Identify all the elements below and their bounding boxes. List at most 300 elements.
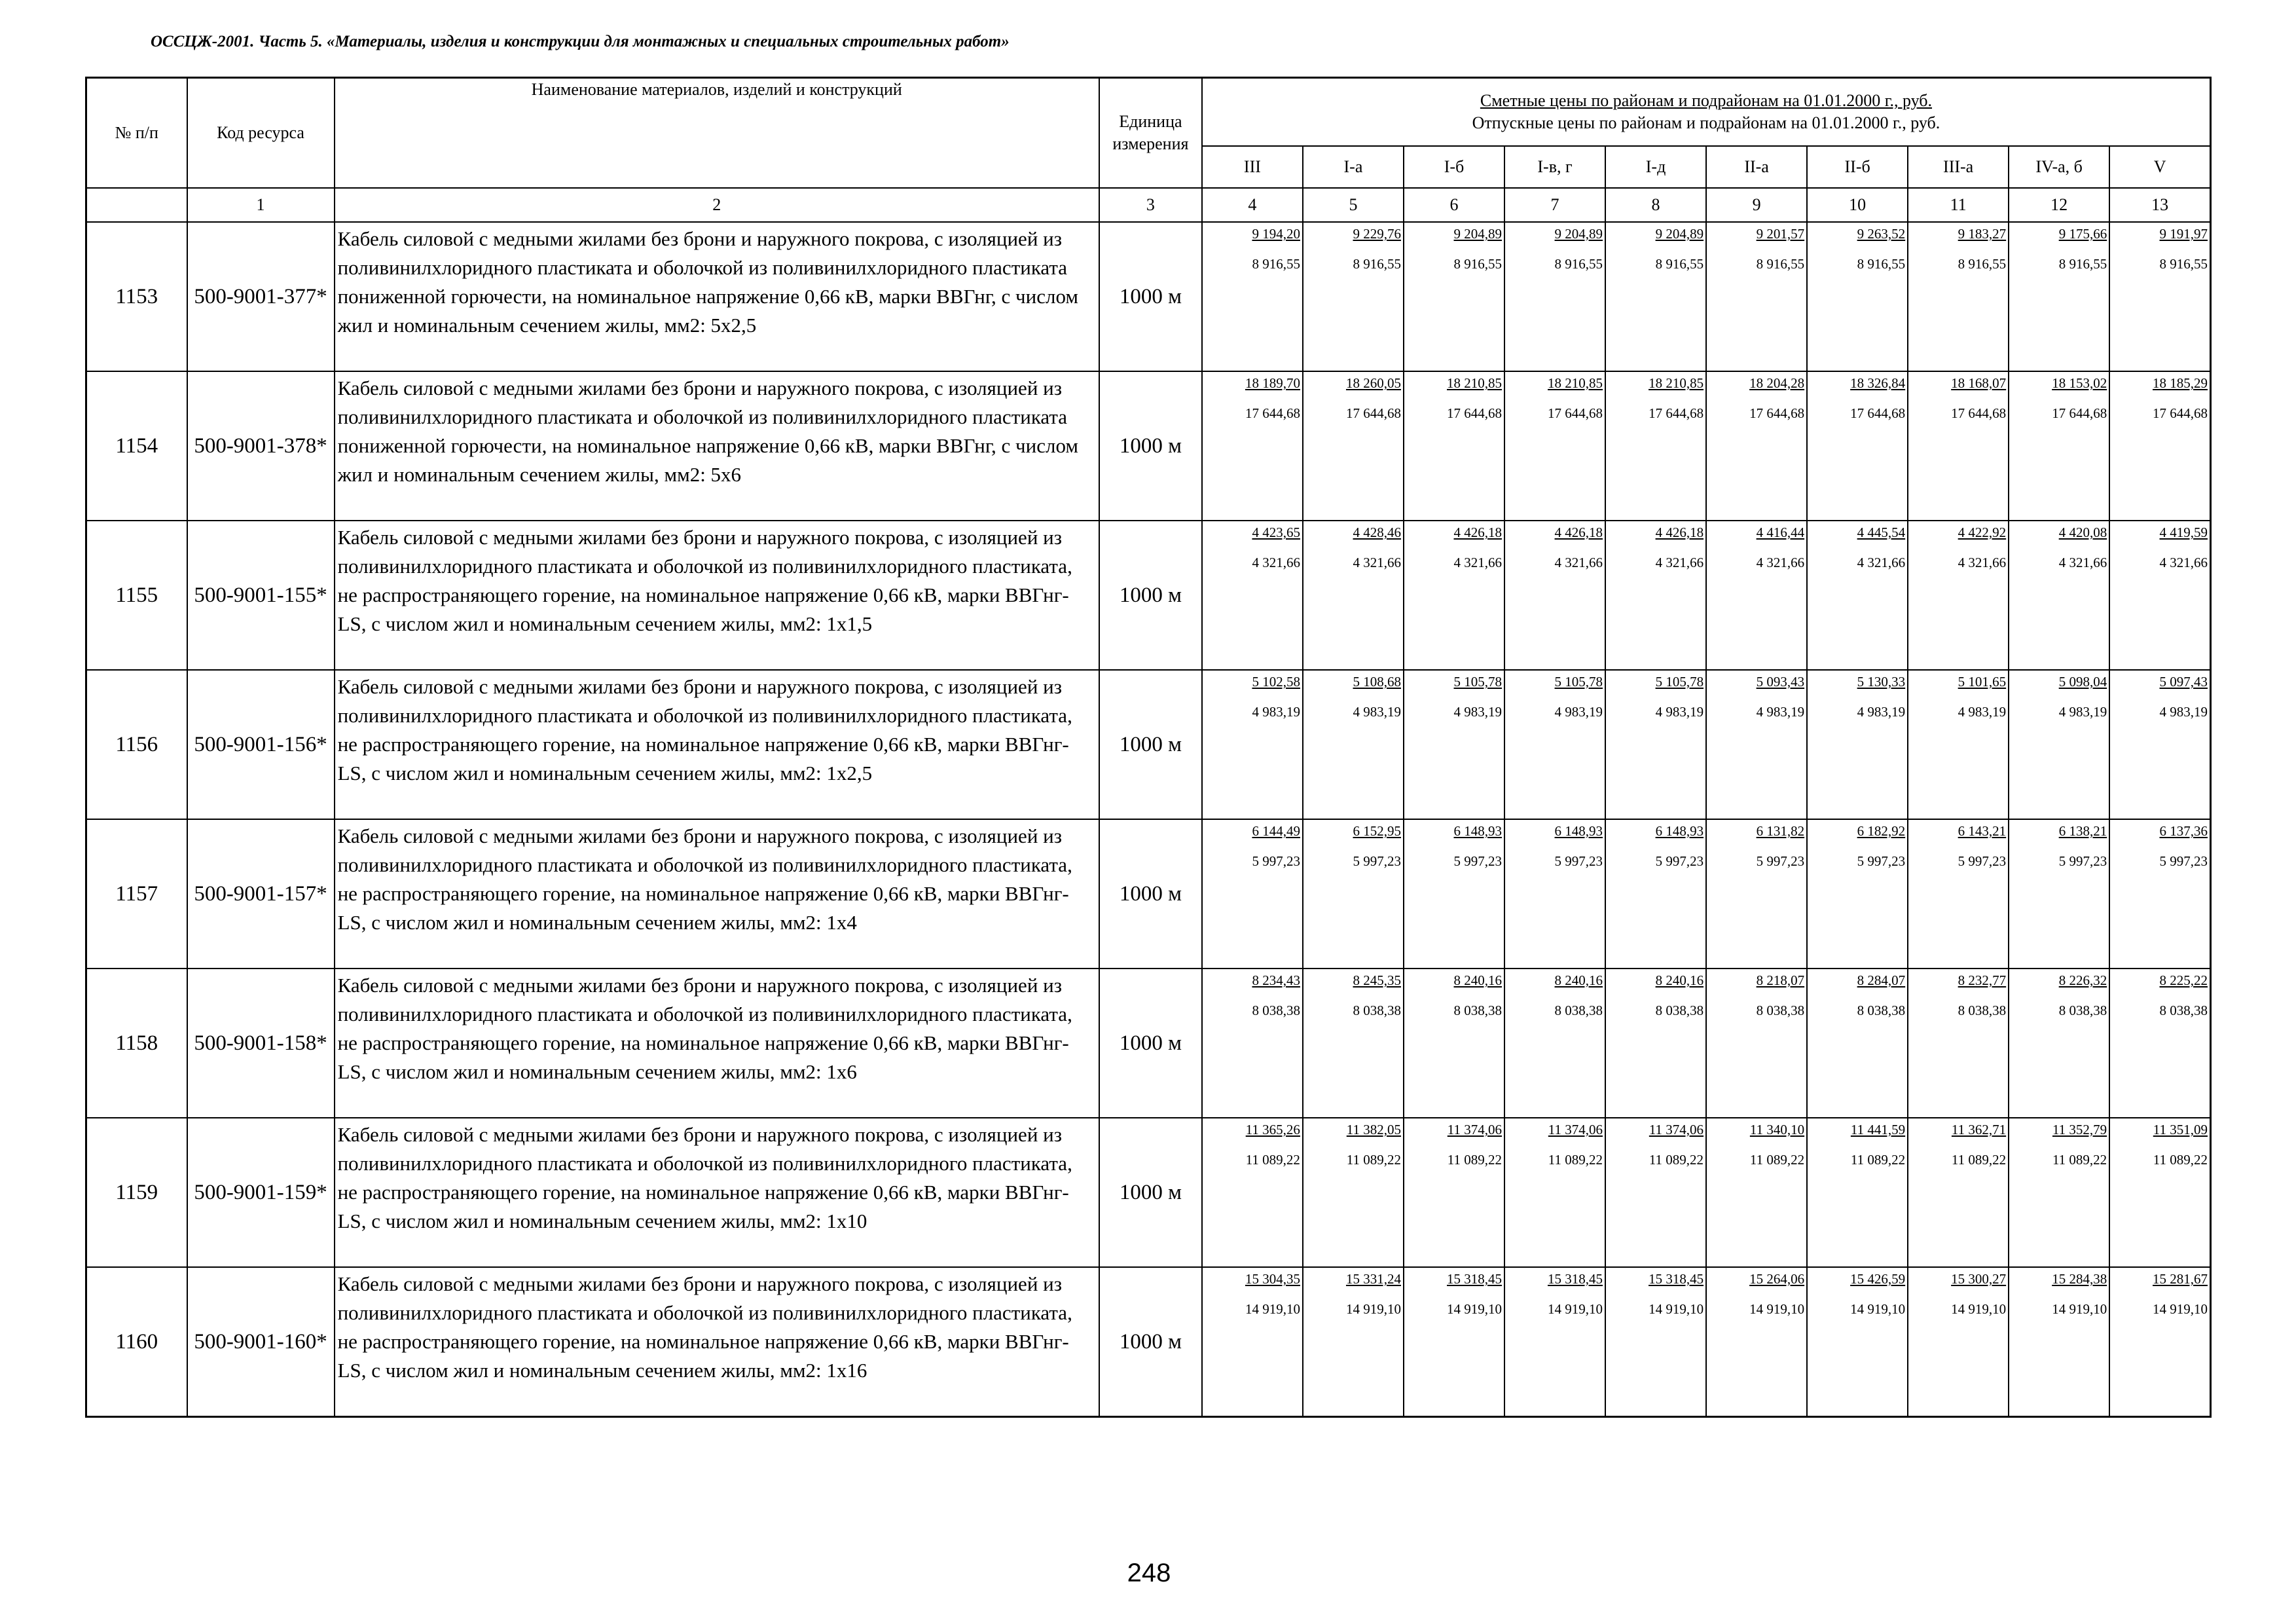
estimate-price: 4 419,59 (2159, 525, 2208, 540)
release-price: 4 321,66 (1958, 555, 2007, 570)
column-number: 11 (1908, 188, 2009, 222)
price-cell (1706, 521, 1807, 670)
price-cell (1303, 969, 1404, 1118)
estimate-price: 8 232,77 (1958, 972, 2007, 988)
price-cell (1202, 969, 1303, 1118)
release-price: 4 983,19 (1756, 704, 1805, 720)
estimate-price: 11 352,79 (2052, 1122, 2107, 1137)
region-header: III (1202, 146, 1303, 188)
estimate-price: 6 137,36 (2159, 823, 2208, 839)
unit-of-measure: 1000 м (1099, 969, 1202, 1118)
release-price: 4 321,66 (1353, 555, 1401, 570)
page-number: 248 (1127, 1559, 1171, 1587)
unit-of-measure: 1000 м (1099, 222, 1202, 371)
release-price: 17 644,68 (2153, 405, 2208, 421)
estimate-price: 4 426,18 (1655, 525, 1704, 540)
release-price: 11 089,22 (2153, 1152, 2208, 1168)
region-header: I-б (1404, 146, 1504, 188)
release-price: 5 997,23 (1958, 853, 2007, 869)
price-cell (1504, 819, 1605, 969)
price-cell (1202, 670, 1303, 819)
release-price: 5 997,23 (1756, 853, 1805, 869)
price-cell (1807, 670, 1908, 819)
release-price: 8 916,55 (2159, 256, 2208, 272)
release-price: 4 983,19 (1655, 704, 1704, 720)
price-cell (1202, 1118, 1303, 1267)
price-cell (2109, 222, 2210, 371)
release-price: 14 919,10 (1850, 1301, 1906, 1317)
release-price: 17 644,68 (1245, 405, 1300, 421)
table-row (86, 1118, 2211, 1267)
region-header: II-б (1807, 146, 1908, 188)
price-cell (1605, 819, 1706, 969)
release-price: 5 997,23 (1857, 853, 1906, 869)
estimate-price: 9 204,89 (1655, 226, 1704, 242)
price-cell (2109, 670, 2210, 819)
column-number: 5 (1303, 188, 1404, 222)
price-cell (1504, 1118, 1605, 1267)
price-cell (1807, 222, 1908, 371)
release-price: 8 916,55 (1353, 256, 1401, 272)
release-price: 8 038,38 (1353, 1003, 1401, 1018)
column-number-row (86, 188, 2211, 222)
release-price: 14 919,10 (2153, 1301, 2208, 1317)
resource-code: 500-9001-158* (187, 969, 335, 1118)
price-cell (2109, 1118, 2210, 1267)
release-price: 8 038,38 (1252, 1003, 1300, 1018)
region-header: I-в, г (1504, 146, 1605, 188)
price-cell (1202, 1267, 1303, 1417)
estimate-price: 9 204,89 (1554, 226, 1603, 242)
estimate-price: 6 138,21 (2058, 823, 2107, 839)
table-row (86, 819, 2211, 969)
release-price: 4 321,66 (1857, 555, 1906, 570)
header-prices-release: Отпускные цены по районам и подрайонам на 01.01.2000 г., руб. (1472, 113, 1941, 132)
estimate-price: 11 362,71 (1951, 1122, 2007, 1137)
release-price: 4 983,19 (2058, 704, 2107, 720)
column-number: 3 (1099, 188, 1202, 222)
header-num: № п/п (86, 78, 187, 189)
release-price: 8 038,38 (2159, 1003, 2208, 1018)
release-price: 14 919,10 (2052, 1301, 2107, 1317)
price-cell (1202, 222, 1303, 371)
column-number: 12 (2009, 188, 2109, 222)
price-cell (1908, 1118, 2009, 1267)
release-price: 11 089,22 (2052, 1152, 2107, 1168)
material-name: Кабель силовой с медными жилами без брони и наружного покрова, с изоляцией из поливинилхлоридного пластиката и оболочкой из поливинилхлоридного пластиката пониженной горючести, на номинальное напряжение 0,66 кВ, марки ВВГнг, с числом жил и номинальным сечением жилы, мм2: 5х6 (335, 371, 1099, 521)
release-price: 11 089,22 (1649, 1152, 1704, 1168)
estimate-price: 11 374,06 (1548, 1122, 1603, 1137)
release-price: 4 983,19 (1958, 704, 2007, 720)
price-cell (1605, 1267, 1706, 1417)
price-cell (1706, 371, 1807, 521)
price-cell (1807, 1267, 1908, 1417)
release-price: 8 038,38 (1655, 1003, 1704, 1018)
price-cell (1303, 521, 1404, 670)
unit-of-measure: 1000 м (1099, 521, 1202, 670)
price-cell (1303, 371, 1404, 521)
table-row (86, 371, 2211, 521)
estimate-price: 18 210,85 (1548, 375, 1603, 391)
estimate-price: 18 260,05 (1345, 375, 1401, 391)
price-cell (1908, 371, 2009, 521)
estimate-price: 18 210,85 (1447, 375, 1502, 391)
resource-code: 500-9001-155* (187, 521, 335, 670)
header-prices (1202, 78, 2211, 147)
table-row (86, 1267, 2211, 1417)
estimate-price: 15 264,06 (1749, 1271, 1805, 1287)
column-number: 4 (1202, 188, 1303, 222)
release-price: 4 321,66 (2159, 555, 2208, 570)
estimate-price: 11 365,26 (1245, 1122, 1300, 1137)
estimate-price: 5 105,78 (1453, 674, 1502, 690)
row-number: 1153 (86, 222, 187, 371)
release-price: 8 916,55 (1857, 256, 1906, 272)
estimate-price: 6 148,93 (1453, 823, 1502, 839)
release-price: 14 919,10 (1548, 1301, 1603, 1317)
unit-of-measure: 1000 м (1099, 819, 1202, 969)
release-price: 5 997,23 (1453, 853, 1502, 869)
price-cell (1706, 222, 1807, 371)
release-price: 17 644,68 (1649, 405, 1704, 421)
price-cell (2109, 819, 2210, 969)
price-cell (2009, 1267, 2109, 1417)
release-price: 4 983,19 (1252, 704, 1300, 720)
price-cell (1706, 819, 1807, 969)
resource-code: 500-9001-156* (187, 670, 335, 819)
estimate-price: 9 204,89 (1453, 226, 1502, 242)
row-number: 1154 (86, 371, 187, 521)
estimate-price: 6 152,95 (1353, 823, 1401, 839)
price-cell (1404, 819, 1504, 969)
release-price: 4 983,19 (1353, 704, 1401, 720)
price-cell (1303, 819, 1404, 969)
release-price: 4 983,19 (1857, 704, 1906, 720)
table-body (86, 222, 2211, 1417)
price-cell (1908, 819, 2009, 969)
row-number: 1159 (86, 1118, 187, 1267)
column-number: 9 (1706, 188, 1807, 222)
estimate-price: 5 101,65 (1958, 674, 2007, 690)
price-cell (1706, 1267, 1807, 1417)
estimate-price: 4 426,18 (1453, 525, 1502, 540)
release-price: 8 038,38 (1857, 1003, 1906, 1018)
estimate-price: 15 304,35 (1245, 1271, 1300, 1287)
price-cell (2109, 969, 2210, 1118)
column-number: 13 (2109, 188, 2210, 222)
price-cell (1504, 670, 1605, 819)
release-price: 5 997,23 (1655, 853, 1704, 869)
price-cell (1504, 521, 1605, 670)
release-price: 8 916,55 (1958, 256, 2007, 272)
estimate-price: 9 201,57 (1756, 226, 1805, 242)
price-cell (1202, 521, 1303, 670)
price-cell (1908, 1267, 2009, 1417)
price-cell (1404, 1267, 1504, 1417)
release-price: 4 321,66 (1554, 555, 1603, 570)
estimate-price: 18 326,84 (1850, 375, 1906, 391)
estimate-price: 8 225,22 (2159, 972, 2208, 988)
row-number: 1160 (86, 1267, 187, 1417)
resource-code: 500-9001-159* (187, 1118, 335, 1267)
estimate-price: 9 194,20 (1252, 226, 1300, 242)
resource-code: 500-9001-157* (187, 819, 335, 969)
estimate-price: 4 426,18 (1554, 525, 1603, 540)
estimate-price: 4 423,65 (1252, 525, 1300, 540)
material-name: Кабель силовой с медными жилами без брони и наружного покрова, с изоляцией из поливинилхлоридного пластиката и оболочкой из поливинилхлоридного пластиката, не распространяющего горение, на номинальное напряжение 0,66 кВ, марки ВВГнг-LS, с числом жил и номинальным сечением жилы, мм2: 1х16 (335, 1267, 1099, 1417)
estimate-price: 6 144,49 (1252, 823, 1300, 839)
release-price: 14 919,10 (1245, 1301, 1300, 1317)
price-cell (1404, 371, 1504, 521)
release-price: 11 089,22 (1346, 1152, 1401, 1168)
price-cell (1404, 670, 1504, 819)
material-name: Кабель силовой с медными жилами без брони и наружного покрова, с изоляцией из поливинилхлоридного пластиката и оболочкой из поливинилхлоридного пластиката, не распространяющего горение, на номинальное напряжение 0,66 кВ, марки ВВГнг-LS, с числом жил и номинальным сечением жилы, мм2: 1х4 (335, 819, 1099, 969)
estimate-price: 4 428,46 (1353, 525, 1401, 540)
price-cell (1605, 969, 1706, 1118)
price-cell (1404, 1118, 1504, 1267)
estimate-price: 15 284,38 (2052, 1271, 2107, 1287)
column-number: 8 (1605, 188, 1706, 222)
release-price: 11 089,22 (1447, 1152, 1502, 1168)
price-cell (1706, 1118, 1807, 1267)
release-price: 17 644,68 (1749, 405, 1805, 421)
region-header: V (2109, 146, 2210, 188)
unit-of-measure: 1000 м (1099, 371, 1202, 521)
release-price: 8 916,55 (1756, 256, 1805, 272)
estimate-price: 9 175,66 (2058, 226, 2107, 242)
release-price: 11 089,22 (1951, 1152, 2007, 1168)
price-cell (1202, 819, 1303, 969)
resource-code: 500-9001-377* (187, 222, 335, 371)
price-cell (1303, 1267, 1404, 1417)
region-header: II-а (1706, 146, 1807, 188)
price-cell (1504, 1267, 1605, 1417)
release-price: 4 983,19 (2159, 704, 2208, 720)
estimate-price: 6 143,21 (1958, 823, 2007, 839)
release-price: 4 983,19 (1554, 704, 1603, 720)
header-name: Наименование материалов, изделий и конструкций (335, 78, 1099, 189)
price-cell (1605, 1118, 1706, 1267)
header-prices-estimate: Сметные цены по районам и подрайонам на 01.01.2000 г., руб. (1480, 91, 1933, 110)
release-price: 17 644,68 (1850, 405, 1906, 421)
region-header: IV-а, б (2009, 146, 2109, 188)
price-cell (1504, 222, 1605, 371)
resource-code: 500-9001-160* (187, 1267, 335, 1417)
table-row (86, 222, 2211, 371)
unit-of-measure: 1000 м (1099, 1267, 1202, 1417)
estimate-price: 15 318,45 (1649, 1271, 1704, 1287)
column-number: 6 (1404, 188, 1504, 222)
material-name: Кабель силовой с медными жилами без брони и наружного покрова, с изоляцией из поливинилхлоридного пластиката и оболочкой из поливинилхлоридного пластиката, не распространяющего горение, на номинальное напряжение 0,66 кВ, марки ВВГнг-LS, с числом жил и номинальным сечением жилы, мм2: 1х6 (335, 969, 1099, 1118)
unit-of-measure: 1000 м (1099, 1118, 1202, 1267)
price-cell (2109, 521, 2210, 670)
price-cell (1706, 670, 1807, 819)
release-price: 17 644,68 (2052, 405, 2107, 421)
estimate-price: 9 183,27 (1958, 226, 2007, 242)
price-cell (2009, 1118, 2109, 1267)
estimate-price: 18 204,28 (1749, 375, 1805, 391)
release-price: 8 038,38 (1453, 1003, 1502, 1018)
release-price: 4 321,66 (2058, 555, 2107, 570)
price-cell (1807, 819, 1908, 969)
material-name: Кабель силовой с медными жилами без брони и наружного покрова, с изоляцией из поливинилхлоридного пластиката и оболочкой из поливинилхлоридного пластиката, не распространяющего горение, на номинальное напряжение 0,66 кВ, марки ВВГнг-LS, с числом жил и номинальным сечением жилы, мм2: 1х10 (335, 1118, 1099, 1267)
price-cell (2009, 819, 2109, 969)
release-price: 5 997,23 (1554, 853, 1603, 869)
release-price: 5 997,23 (2159, 853, 2208, 869)
estimate-price: 5 130,33 (1857, 674, 1906, 690)
estimate-price: 18 153,02 (2052, 375, 2107, 391)
estimate-price: 8 284,07 (1857, 972, 1906, 988)
price-cell (1605, 670, 1706, 819)
release-price: 8 038,38 (1554, 1003, 1603, 1018)
price-cell (2109, 371, 2210, 521)
estimate-price: 6 182,92 (1857, 823, 1906, 839)
price-cell (1504, 371, 1605, 521)
material-name: Кабель силовой с медными жилами без брони и наружного покрова, с изоляцией из поливинилхлоридного пластиката и оболочкой из поливинилхлоридного пластиката пониженной горючести, на номинальное напряжение 0,66 кВ, марки ВВГнг, с числом жил и номинальным сечением жилы, мм2: 5х2,5 (335, 222, 1099, 371)
estimate-price: 15 318,45 (1548, 1271, 1603, 1287)
release-price: 14 919,10 (1951, 1301, 2007, 1317)
region-header: I-а (1303, 146, 1404, 188)
price-cell (1202, 371, 1303, 521)
release-price: 14 919,10 (1749, 1301, 1805, 1317)
estimate-price: 11 374,06 (1649, 1122, 1704, 1137)
row-number: 1155 (86, 521, 187, 670)
release-price: 8 916,55 (1453, 256, 1502, 272)
estimate-price: 18 168,07 (1951, 375, 2007, 391)
price-cell (2009, 670, 2109, 819)
release-price: 5 997,23 (1252, 853, 1300, 869)
estimate-price: 11 351,09 (2153, 1122, 2208, 1137)
price-cell (1404, 969, 1504, 1118)
price-cell (2009, 222, 2109, 371)
column-number: 1 (187, 188, 335, 222)
release-price: 5 997,23 (2058, 853, 2107, 869)
region-header: III-а (1908, 146, 2009, 188)
price-cell (1908, 222, 2009, 371)
estimate-price: 8 240,16 (1655, 972, 1704, 988)
release-price: 4 321,66 (1655, 555, 1704, 570)
document-header: ОССЦЖ-2001. Часть 5. «Материалы, изделия и конструкции для монтажных и специальных строительных работ» (151, 33, 1010, 50)
estimate-price: 8 218,07 (1756, 972, 1805, 988)
estimate-price: 5 108,68 (1353, 674, 1401, 690)
column-number: 7 (1504, 188, 1605, 222)
release-price: 4 321,66 (1756, 555, 1805, 570)
row-number: 1157 (86, 819, 187, 969)
price-cell (1807, 1118, 1908, 1267)
price-cell (2009, 521, 2109, 670)
release-price: 14 919,10 (1649, 1301, 1704, 1317)
table-row (86, 969, 2211, 1118)
estimate-price: 11 374,06 (1447, 1122, 1502, 1137)
price-cell (1807, 969, 1908, 1118)
release-price: 8 916,55 (1252, 256, 1300, 272)
estimate-price: 9 263,52 (1857, 226, 1906, 242)
release-price: 8 038,38 (1958, 1003, 2007, 1018)
price-cell (1605, 222, 1706, 371)
estimate-price: 4 445,54 (1857, 525, 1906, 540)
estimate-price: 15 426,59 (1850, 1271, 1906, 1287)
column-number: 10 (1807, 188, 1908, 222)
price-cell (1706, 969, 1807, 1118)
price-cell (1303, 1118, 1404, 1267)
estimate-price: 8 226,32 (2058, 972, 2107, 988)
release-price: 8 916,55 (1554, 256, 1603, 272)
unit-of-measure: 1000 м (1099, 670, 1202, 819)
price-cell (2109, 1267, 2210, 1417)
release-price: 17 644,68 (1951, 405, 2007, 421)
estimate-price: 4 422,92 (1958, 525, 2007, 540)
table-row (86, 521, 2211, 670)
header-code: Код ресурса (187, 78, 335, 189)
price-cell (1504, 969, 1605, 1118)
release-price: 8 038,38 (1756, 1003, 1805, 1018)
estimate-price: 11 441,59 (1850, 1122, 1906, 1137)
estimate-price: 15 300,27 (1951, 1271, 2007, 1287)
estimate-price: 8 240,16 (1554, 972, 1603, 988)
release-price: 4 321,66 (1252, 555, 1300, 570)
column-number: 2 (335, 188, 1099, 222)
price-cell (2009, 969, 2109, 1118)
price-table (85, 77, 2212, 1418)
header-unit: Единица измерения (1099, 78, 1202, 189)
resource-code: 500-9001-378* (187, 371, 335, 521)
estimate-price: 15 318,45 (1447, 1271, 1502, 1287)
estimate-price: 5 093,43 (1756, 674, 1805, 690)
estimate-price: 5 097,43 (2159, 674, 2208, 690)
estimate-price: 6 148,93 (1554, 823, 1603, 839)
price-cell (1605, 521, 1706, 670)
release-price: 11 089,22 (1850, 1152, 1906, 1168)
estimate-price: 5 105,78 (1655, 674, 1704, 690)
estimate-price: 15 281,67 (2153, 1271, 2208, 1287)
estimate-price: 8 240,16 (1453, 972, 1502, 988)
price-cell (1404, 521, 1504, 670)
release-price: 4 321,66 (1453, 555, 1502, 570)
release-price: 14 919,10 (1345, 1301, 1401, 1317)
estimate-price: 11 340,10 (1749, 1122, 1805, 1137)
estimate-price: 8 245,35 (1353, 972, 1401, 988)
price-cell (2009, 371, 2109, 521)
release-price: 14 919,10 (1447, 1301, 1502, 1317)
row-number: 1158 (86, 969, 187, 1118)
estimate-price: 9 229,76 (1353, 226, 1401, 242)
material-name: Кабель силовой с медными жилами без брони и наружного покрова, с изоляцией из поливинилхлоридного пластиката и оболочкой из поливинилхлоридного пластиката, не распространяющего горение, на номинальное напряжение 0,66 кВ, марки ВВГнг-LS, с числом жил и номинальным сечением жилы, мм2: 1х1,5 (335, 521, 1099, 670)
price-cell (1908, 521, 2009, 670)
release-price: 17 644,68 (1548, 405, 1603, 421)
material-name: Кабель силовой с медными жилами без брони и наружного покрова, с изоляцией из поливинилхлоридного пластиката и оболочкой из поливинилхлоридного пластиката, не распространяющего горение, на номинальное напряжение 0,66 кВ, марки ВВГнг-LS, с числом жил и номинальным сечением жилы, мм2: 1х2,5 (335, 670, 1099, 819)
estimate-price: 11 382,05 (1346, 1122, 1401, 1137)
release-price: 5 997,23 (1353, 853, 1401, 869)
release-price: 17 644,68 (1447, 405, 1502, 421)
price-cell (1908, 969, 2009, 1118)
column-number-empty (86, 188, 187, 222)
price-cell (1303, 670, 1404, 819)
price-cell (1908, 670, 2009, 819)
estimate-price: 6 131,82 (1756, 823, 1805, 839)
estimate-price: 6 148,93 (1655, 823, 1704, 839)
table-row (86, 670, 2211, 819)
estimate-price: 18 185,29 (2153, 375, 2208, 391)
release-price: 8 038,38 (2058, 1003, 2107, 1018)
region-header: I-д (1605, 146, 1706, 188)
estimate-price: 5 102,58 (1252, 674, 1300, 690)
estimate-price: 18 189,70 (1245, 375, 1300, 391)
release-price: 4 983,19 (1453, 704, 1502, 720)
release-price: 11 089,22 (1749, 1152, 1805, 1168)
estimate-price: 8 234,43 (1252, 972, 1300, 988)
row-number: 1156 (86, 670, 187, 819)
estimate-price: 15 331,24 (1345, 1271, 1401, 1287)
